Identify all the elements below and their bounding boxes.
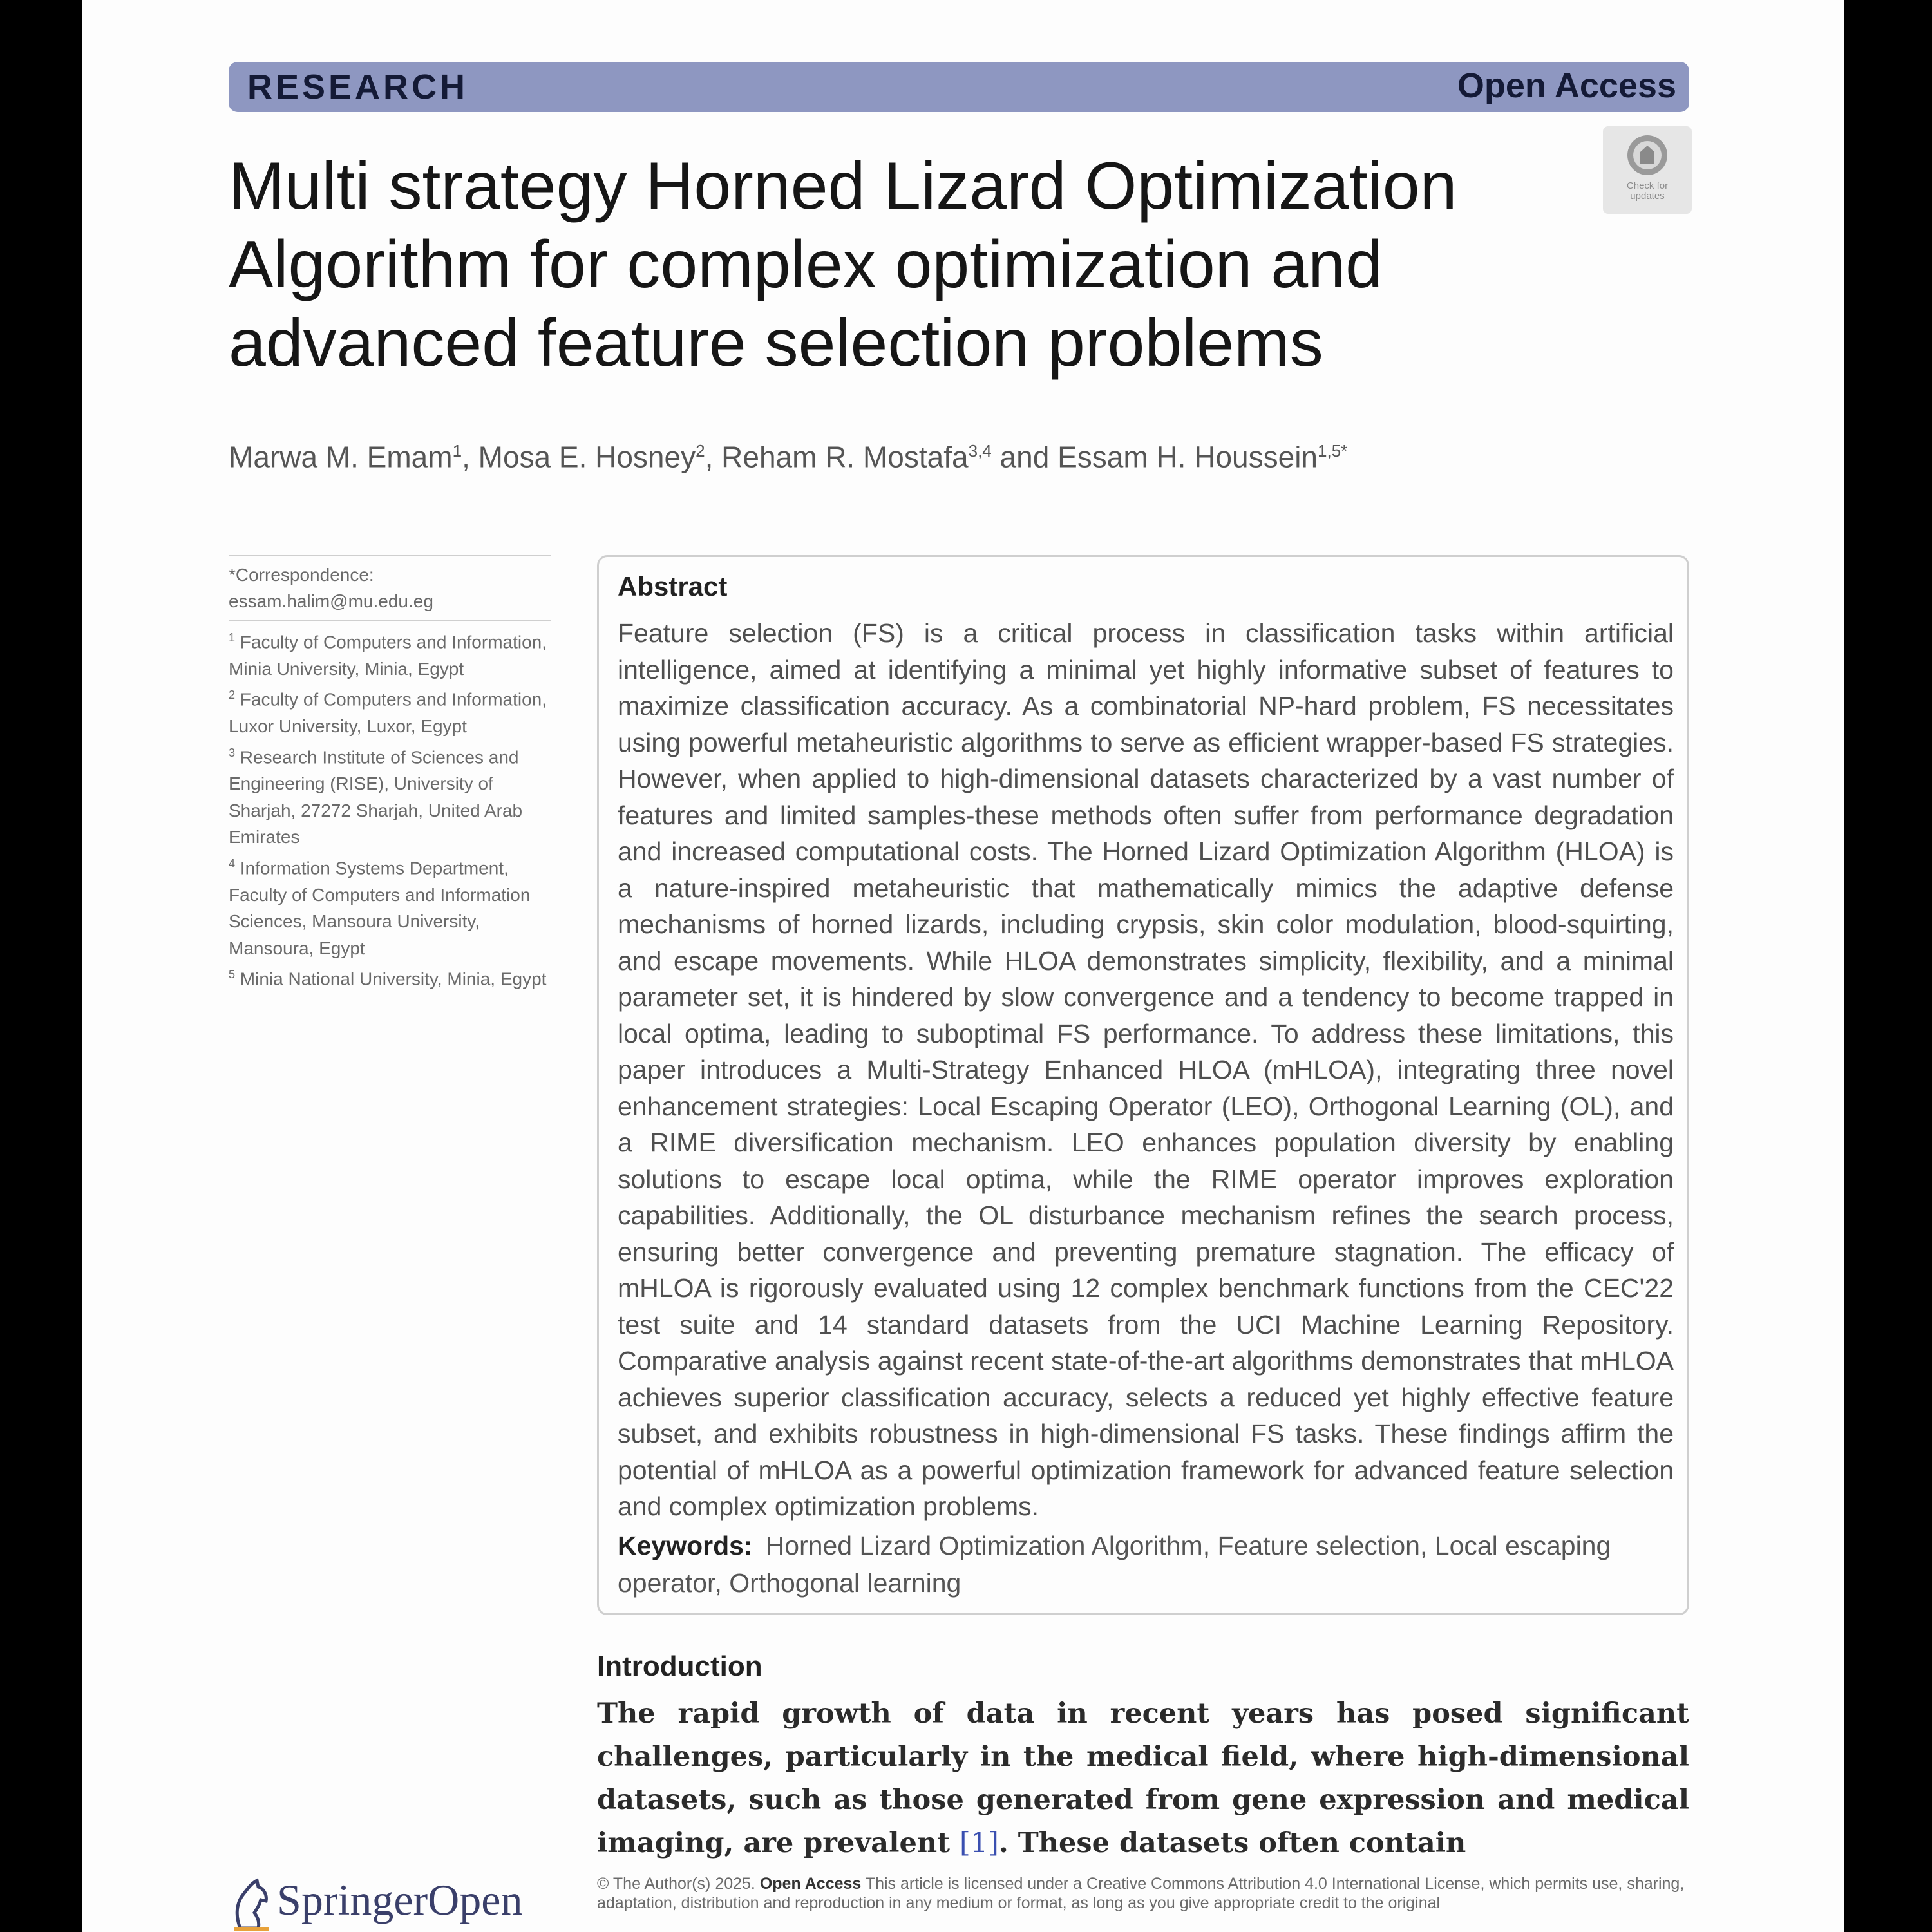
affiliation-item: $^4$ Information Systems Department, Faculty of Computers and Information Sciences, Mansoura University, Mansoura, Egypt <box>229 857 531 958</box>
author-name: Mosa E. Hosney <box>478 440 696 474</box>
correspondence-email[interactable]: essam.halim@mu.edu.eg <box>229 591 433 611</box>
affiliations-list <box>229 621 551 992</box>
open-access-label: Open Access <box>1457 66 1676 105</box>
affiliation-item: $^3$ Research Institute of Sciences and Engineering (RISE), University of Sharjah, 27272 Sharjah, United Arab Emirates <box>229 746 523 848</box>
author-affiliation-ref: 3,4 <box>968 441 992 460</box>
paper-page <box>82 0 1844 1932</box>
license-notice: © The Author(s) 2025. Open Access This article is licensed under a Creative Commons Attribution 4.0 International License, which permits use, sharing, adaptation, distribution and reproduction in any medium or format, as long as you give appropriate credit to the original <box>597 1875 1685 1912</box>
introduction-heading: Introduction <box>597 1651 762 1682</box>
correspondence-label: *Correspondence: <box>229 565 374 585</box>
citation-link[interactable]: [1] <box>959 1827 999 1859</box>
author-name: Reham R. Mostafa <box>721 440 969 474</box>
author-name: Marwa M. Emam <box>229 440 453 474</box>
article-title: Multi strategy Horned Lizard Optimization Algorithm for complex optimization and advanced feature selection problems <box>229 149 1457 381</box>
sidebar-metadata <box>229 555 551 992</box>
author-list: Marwa M. Emam$^1$, Mosa E. Hosney$^2$, Reham R. Mostafa$^{3,4}$ and Essam H. Houssein$^{1,5*}$ <box>229 440 1348 474</box>
keywords-label: Keywords: <box>618 1531 753 1560</box>
correspondence-block <box>229 556 551 620</box>
affiliation-item: $^1$ Faculty of Computers and Information, Minia University, Minia, Egypt <box>229 631 547 679</box>
article-type-label: RESEARCH <box>247 68 469 106</box>
author-name: Essam H. Houssein <box>1057 440 1318 474</box>
springer-open-logo <box>229 1874 564 1932</box>
affiliation-item: $^5$ Minia National University, Minia, Egypt <box>229 968 547 989</box>
check-for-updates-badge[interactable] <box>1603 126 1692 214</box>
abstract-box <box>597 555 1689 1615</box>
section-banner <box>229 62 1689 112</box>
author-affiliation-ref: 1 <box>452 441 462 460</box>
introduction-text: The rapid growth of data in recent years has posed significant challenges, particularly in the medical field, where high-dimensional datasets, such as those generated from gene expression and medical imaging, are prevalent [1]. These datasets often contain <box>597 1698 1689 1859</box>
author-affiliation-ref: 1,5* <box>1318 441 1348 460</box>
springer-open-wordmark: SpringerOpen <box>277 1875 523 1924</box>
affiliation-item: $^2$ Faculty of Computers and Information, Luxor University, Luxor, Egypt <box>229 688 547 737</box>
author-affiliation-ref: 2 <box>696 441 705 460</box>
springer-open-horse-icon <box>229 1877 274 1932</box>
abstract-text: Feature selection (FS) is a critical process in classification tasks within artificial intelligence, aimed at identifying a minimal yet highly informative subset of features to maximize classification accuracy. As a combinatorial NP-hard problem, FS necessitates using powerful metaheuristic algorithms to serve as efficient wrapper-based FS strategies. However, when applied to high-dimensional datasets characterized by a vast number of features and limited samples-these methods often suffer from performance degradation and increased computational costs. The Horned Lizard Optimization Algorithm (HLOA) is a nature-inspired metaheuristic that mathematically mimics the adaptive defense mechanisms of horned lizards, including crypsis, skin color modulation, blood-squirting, and escape movements. While HLOA demonstrates simplicity, flexibility, and a minimal parameter set, it is hindered by slow convergence and a tendency to become trapped in local optima, leading to suboptimal FS performance. To address these limitations, this paper introduces a Multi-Strategy Enhanced HLOA (mHLOA), integrating three novel enhancement strategies: Local Escaping Operator (LEO), Orthogonal Learning (OL), and a RIME diversification mechanism. LEO enhances population diversity by enabling solutions to escape local optima, while the RIME operator improves exploration capabilities. Additionally, the OL disturbance mechanism refines the search process, ensuring better convergence and preventing premature stagnation. The efficacy of mHLOA is rigorously evaluated using 12 complex benchmark functions from the CEC'22 test suite and 14 standard datasets from the UCI Machine Learning Repository. Comparative analysis against recent state-of-the-art algorithms demonstrates that mHLOA achieves superior classification accuracy, selects a reduced yet highly effective feature subset, and exhibits robustness in high-dimensional FS tasks. These findings affirm the potential of mHLOA as a powerful optimization framework for advanced feature selection and complex optimization problems. <box>618 618 1674 1521</box>
check-for-updates-icon <box>1625 133 1670 178</box>
keywords <box>618 1527 1674 1602</box>
abstract-heading: Abstract <box>618 571 728 601</box>
check-for-updates-label: Check for updates <box>1626 180 1669 202</box>
keywords-text: Horned Lizard Optimization Algorithm, Feature selection, Local escaping operator, Orthogonal learning <box>618 1531 1611 1598</box>
